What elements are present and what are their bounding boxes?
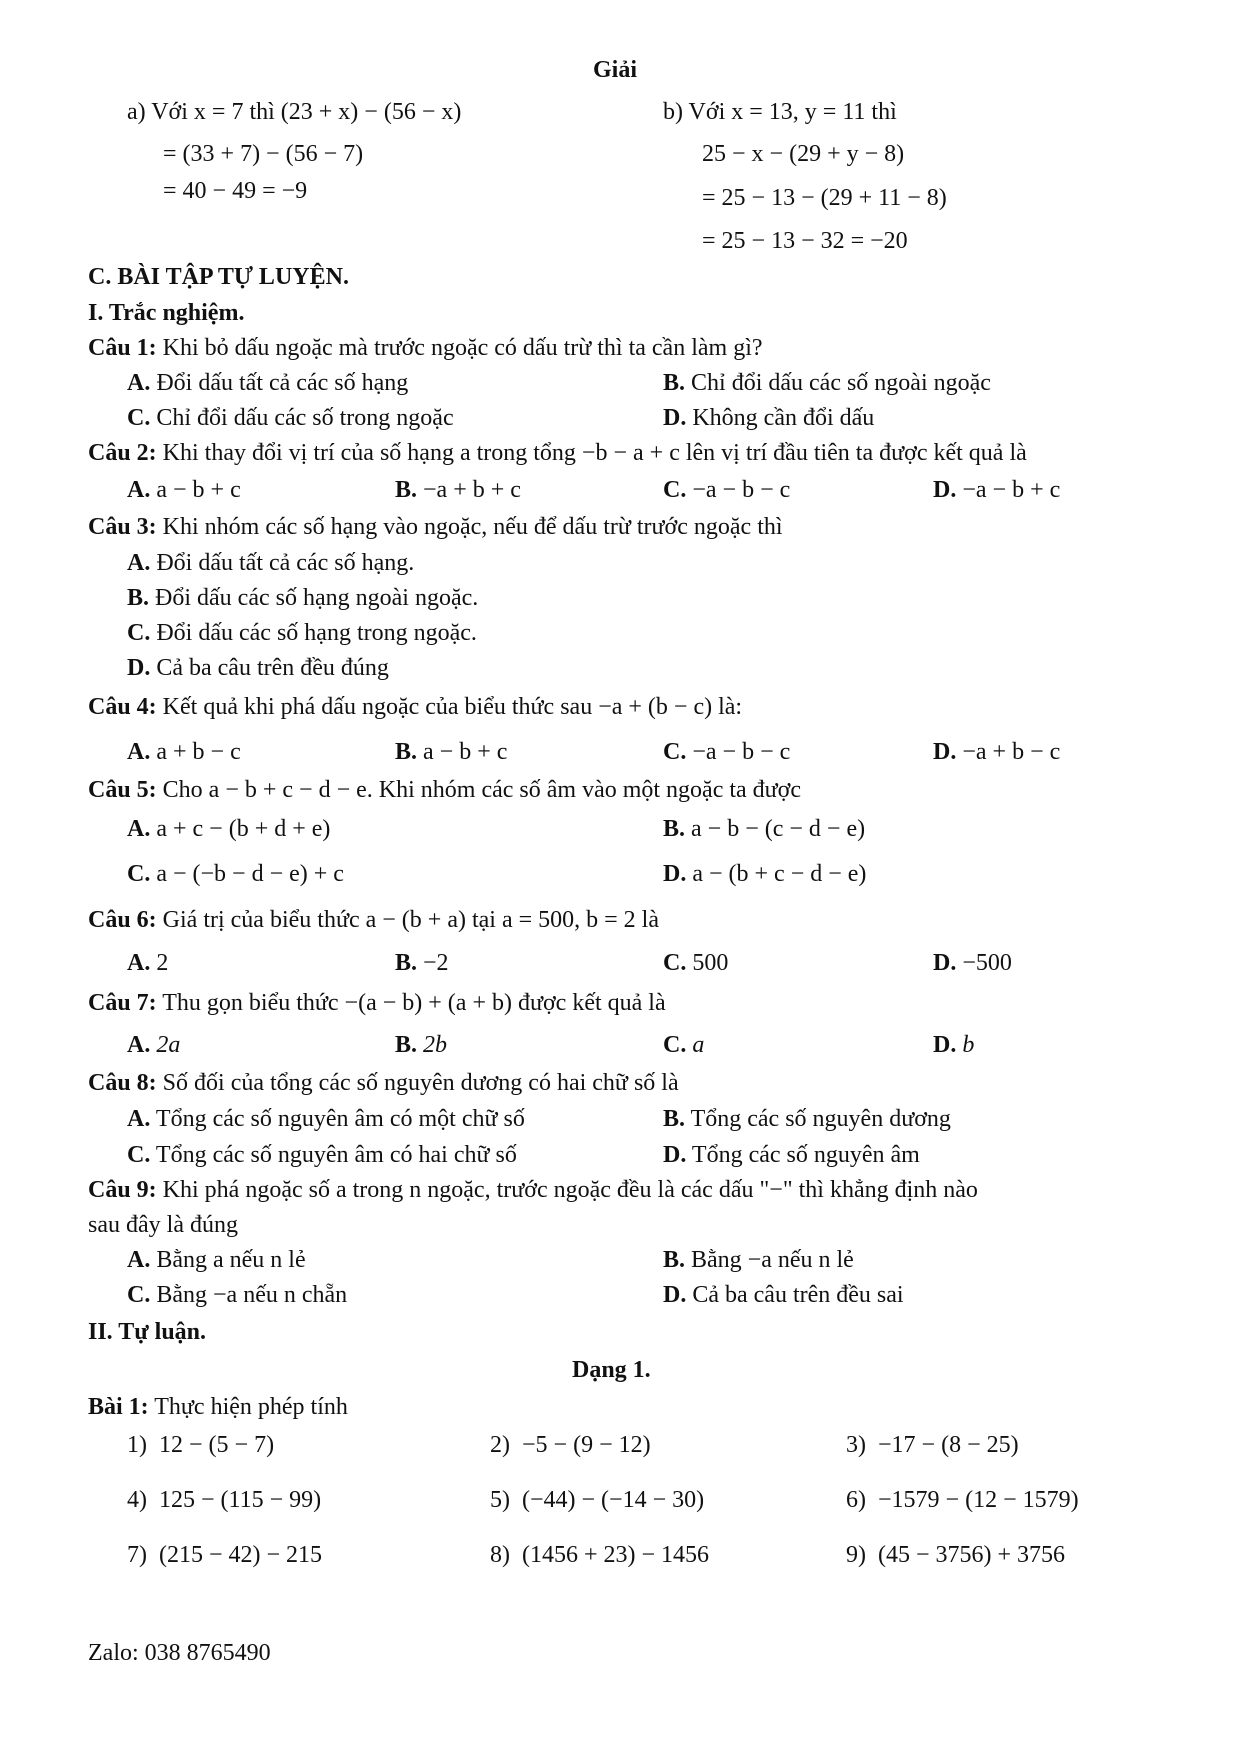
solution-a-line1: a) Với x = 7 thì (23 + x) − (56 − x) [127, 99, 462, 125]
q5-option-d: D. a − (b + c − d − e) [663, 861, 867, 887]
question-text: Cho a − b + c − d − e. Khi nhóm các số âm vào một ngoặc ta được [162, 777, 802, 803]
q9-option-d: D. Cả ba câu trên đều sai [663, 1282, 904, 1308]
bai1-item-7: 7) (215 − 42) − 215 [127, 1542, 323, 1568]
question-9-continuation: sau đây là đúng [88, 1212, 238, 1238]
q3-option-c: C. Đổi dấu các số hạng trong ngoặc. [127, 620, 477, 646]
bai1-item-4: 4) 125 − (115 − 99) [127, 1487, 322, 1513]
part1-heading: I. Trắc nghiệm. [88, 300, 245, 326]
q6-option-d: D. −500 [933, 950, 1012, 976]
bai1-item-8: 8) (1456 + 23) − 1456 [490, 1542, 710, 1568]
question-9: Câu 9: Khi phá ngoặc số a trong n ngoặc, trước ngoặc đều là các dấu "−" thì khẳng định nào [88, 1177, 978, 1203]
question-1 [88, 333, 763, 363]
q4-option-c: C. −a − b − c [663, 739, 791, 765]
question-3: Câu 3: Khi nhóm các số hạng vào ngoặc, nếu để dấu trừ trước ngoặc thì [88, 514, 783, 540]
q7-option-d: D. b [933, 1032, 975, 1058]
q5-option-a: A. a + c − (b + d + e) [127, 816, 331, 842]
solution-b-line1: b) Với x = 13, y = 11 thì [663, 99, 897, 125]
q7-option-a: A. 2a [127, 1032, 181, 1058]
q1-option-a: A. Đổi dấu tất cả các số hạng [127, 370, 409, 396]
q6-option-a: A. 2 [127, 950, 169, 976]
question-8: Câu 8: Số đối của tổng các số nguyên dương có hai chữ số là [88, 1070, 679, 1096]
solution-b-line4: = 25 − 13 − 32 = −20 [702, 228, 908, 254]
q7-option-b: B. 2b [395, 1032, 448, 1058]
q5-option-b: B. a − b − (c − d − e) [663, 816, 866, 842]
question-2: Câu 2: Khi thay đổi vị trí của số hạng a trong tổng −b − a + c lên vị trí đầu tiên ta được kết quả là [88, 440, 1027, 466]
q3-option-d: D. Cả ba câu trên đều đúng [127, 655, 389, 681]
q1-option-d: D. Không cần đổi dấu [663, 405, 875, 431]
q8-option-a: A. Tổng các số nguyên âm có một chữ số [127, 1106, 525, 1132]
solution-b-line3: = 25 − 13 − (29 + 11 − 8) [702, 185, 947, 211]
q4-option-a: A. a + b − c [127, 739, 241, 765]
solution-a-line2: = (33 + 7) − (56 − 7) [163, 141, 364, 167]
q4-option-d: D. −a + b − c [933, 739, 1061, 765]
q2-option-c: C. −a − b − c [663, 477, 791, 503]
section-c-heading: C. BÀI TẬP TỰ LUYỆN. [88, 264, 349, 290]
q3-option-b: B. Đổi dấu các số hạng ngoài ngoặc. [127, 585, 479, 611]
dang-heading: Dạng 1. [572, 1357, 651, 1383]
question-text: Khi thay đổi vị trí của số hạng a trong tổng −b − a + c lên vị trí đầu tiên ta được kết quả là [162, 440, 1027, 466]
q4-option-b: B. a − b + c [395, 739, 508, 765]
q2-option-d: D. −a − b + c [933, 477, 1061, 503]
solution-heading: Giải [593, 57, 638, 83]
part2-heading: II. Tự luận. [88, 1319, 207, 1345]
q9-option-c: C. Bằng −a nếu n chẵn [127, 1282, 348, 1308]
q3-option-a: A. Đổi dấu tất cả các số hạng. [127, 550, 415, 576]
question-text: Thu gọn biểu thức −(a − b) + (a + b) được kết quả là [162, 990, 666, 1016]
q2-option-b: B. −a + b + c [395, 477, 521, 503]
q1-option-c: C. Chỉ đổi dấu các số trong ngoặc [127, 405, 454, 431]
question-text: Khi nhóm các số hạng vào ngoặc, nếu để dấu trừ trước ngoặc thì [162, 514, 783, 540]
bai1-item-5: 5) (−44) − (−14 − 30) [490, 1487, 705, 1513]
question-text: Khi phá ngoặc số a trong n ngoặc, trước ngoặc đều là các dấu "−" thì khẳng định nào [162, 1177, 978, 1203]
q1-option-b: B. Chỉ đổi dấu các số ngoài ngoặc [663, 370, 991, 396]
bai1-item-3: 3) −17 − (8 − 25) [846, 1432, 1019, 1458]
solution-b-line2: 25 − x − (29 + y − 8) [702, 141, 905, 167]
question-5: Câu 5: Cho a − b + c − d − e. Khi nhóm các số âm vào một ngoặc ta được [88, 777, 802, 803]
question-text: Số đối của tổng các số nguyên dương có hai chữ số là [162, 1070, 679, 1096]
q8-option-d: D. Tổng các số nguyên âm [663, 1142, 920, 1168]
q5-option-c: C. a − (−b − d − e) + c [127, 861, 344, 887]
bai1-item-2: 2) −5 − (9 − 12) [490, 1432, 651, 1458]
question-7: Câu 7: Thu gọn biểu thức −(a − b) + (a + b) được kết quả là [88, 990, 666, 1016]
footer-contact: Zalo: 038 8765490 [88, 1640, 271, 1666]
bai1-item-1: 1) 12 − (5 − 7) [127, 1432, 275, 1458]
question-text: Giá trị của biểu thức a − (b + a) tại a = 500, b = 2 là [162, 907, 659, 933]
q8-option-b: B. Tổng các số nguyên dương [663, 1106, 951, 1132]
solution-a-line3: = 40 − 49 = −9 [163, 178, 308, 204]
q6-option-b: B. −2 [395, 950, 449, 976]
question-text: Khi bỏ dấu ngoặc mà trước ngoặc có dấu trừ thì ta cần làm gì? [162, 335, 763, 361]
bai1-item-6: 6) −1579 − (12 − 1579) [846, 1487, 1079, 1513]
question-6: Câu 6: Giá trị của biểu thức a − (b + a) tại a = 500, b = 2 là [88, 907, 659, 933]
q9-option-a: A. Bằng a nếu n lẻ [127, 1247, 306, 1273]
question-text: Kết quả khi phá dấu ngoặc của biểu thức sau −a + (b − c) là: [162, 694, 743, 720]
q2-option-a: A. a − b + c [127, 477, 241, 503]
q8-option-c: C. Tổng các số nguyên âm có hai chữ số [127, 1142, 517, 1168]
q6-option-c: C. 500 [663, 950, 729, 976]
bai1-title: Bài 1: Thực hiện phép tính [88, 1394, 348, 1420]
question-label: Câu 1: [88, 335, 157, 361]
question-4: Câu 4: Kết quả khi phá dấu ngoặc của biểu thức sau −a + (b − c) là: [88, 694, 743, 720]
q7-option-c: C. a [663, 1032, 705, 1058]
q9-option-b: B. Bằng −a nếu n lẻ [663, 1247, 854, 1273]
bai1-item-9: 9) (45 − 3756) + 3756 [846, 1542, 1066, 1568]
